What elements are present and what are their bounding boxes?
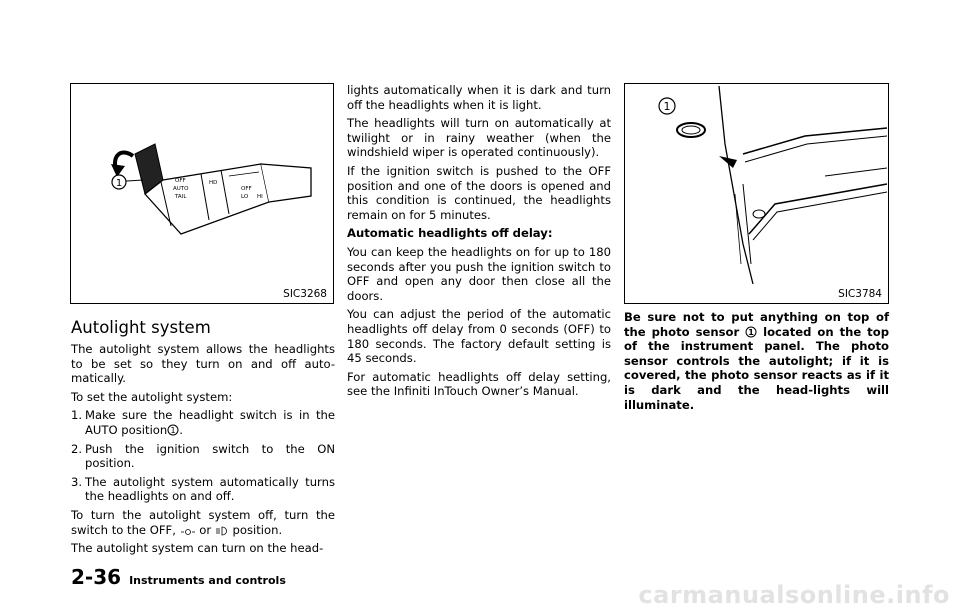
photo-sensor-shape [677, 123, 705, 137]
paragraph: For automatic headlights off delay setting, see the Infiniti InTouch Owner’s Manual. [347, 369, 611, 399]
column-1 [71, 318, 335, 560]
list-text: Push the ignition switch to the ON position. [85, 441, 335, 471]
callout-1-icon [745, 326, 757, 338]
section-heading: Autolight system [71, 318, 211, 337]
subheading: Automatic headlights off delay: [347, 226, 553, 241]
list-number: 1. [71, 408, 83, 423]
switch-label-hi: HI [257, 194, 263, 200]
switch-label-auto: AUTO [173, 186, 189, 192]
list-number: 3. [71, 474, 83, 489]
paragraph: lights automatically when it is dark and turn off the headlights when it is light. [347, 83, 611, 112]
svg-text:1: 1 [748, 327, 754, 337]
photo-sensor-illustration [625, 84, 888, 284]
figure-code: SIC3784 [838, 288, 882, 300]
switch-label-off-2: OFF [241, 186, 252, 192]
watermark: carmanualsonline.info [638, 581, 950, 609]
section-title: Instruments and controls [129, 574, 286, 587]
switch-label-lo: LO [241, 194, 249, 200]
paragraph: The headlights will turn on automatically at twilight or in rainy weather (when the windshield wiper is operated continuously). [347, 116, 611, 160]
switch-label-off: OFF [175, 178, 186, 184]
figure-code: SIC3268 [283, 288, 327, 300]
warning-paragraph: Be sure not to put anything on top of the photo sensor 1 located on the top of the instrument panel. The photo sensor controls the autolight; if it is covered, the photo sensor reacts as if it is dark and the head-lights will illuminate. [624, 310, 889, 412]
list-item [71, 475, 335, 504]
paragraph: To turn the autolight system off, turn the switch to the OFF, or position. [71, 507, 335, 537]
paragraph: You can keep the headlights on for up to 180 seconds after you push the ignition switch to OFF and open any door then close all the doors. [347, 244, 611, 303]
paragraph: If the ignition switch is pushed to the OFF position and one of the doors is opened and this condition is continued, the headlights remain on for 5 minutes. [347, 163, 611, 222]
paragraph: The autolight system can turn on the head- [71, 541, 324, 556]
figure-photo-sensor [624, 83, 889, 304]
callout-number: 1 [115, 178, 123, 189]
headlight-icon [215, 526, 229, 536]
callout-1-icon [167, 424, 179, 436]
paragraph: The autolight system allows the headlights to be set so they turn on and off auto-matically. [71, 342, 335, 386]
column-3 [624, 310, 889, 416]
column-2 [347, 83, 611, 403]
list-text: Make sure the headlight switch is in the AUTO position 1 . [85, 408, 335, 437]
switch-label-hd: HD [209, 180, 218, 186]
paragraph: You can adjust the period of the automatic headlights off delay from 0 seconds (OFF) to 180 seconds. The factory default setting is 45 seconds. [347, 307, 611, 366]
paragraph: To set the autolight system: [71, 389, 233, 404]
headlight-switch-illustration [71, 84, 333, 284]
page-footer [71, 565, 286, 589]
list-text: The autolight system automatically turns the headlights on and off. [85, 474, 335, 504]
list-number: 2. [71, 441, 83, 456]
callout-number: 1 [663, 100, 671, 113]
page-number: 2-36 [71, 565, 122, 589]
parking-light-icon [180, 528, 196, 536]
list-item [71, 442, 335, 471]
list-item [71, 408, 335, 437]
switch-label-tail: TAIL [175, 194, 187, 200]
figure-headlight-switch [70, 83, 334, 304]
svg-text:1: 1 [170, 425, 176, 435]
